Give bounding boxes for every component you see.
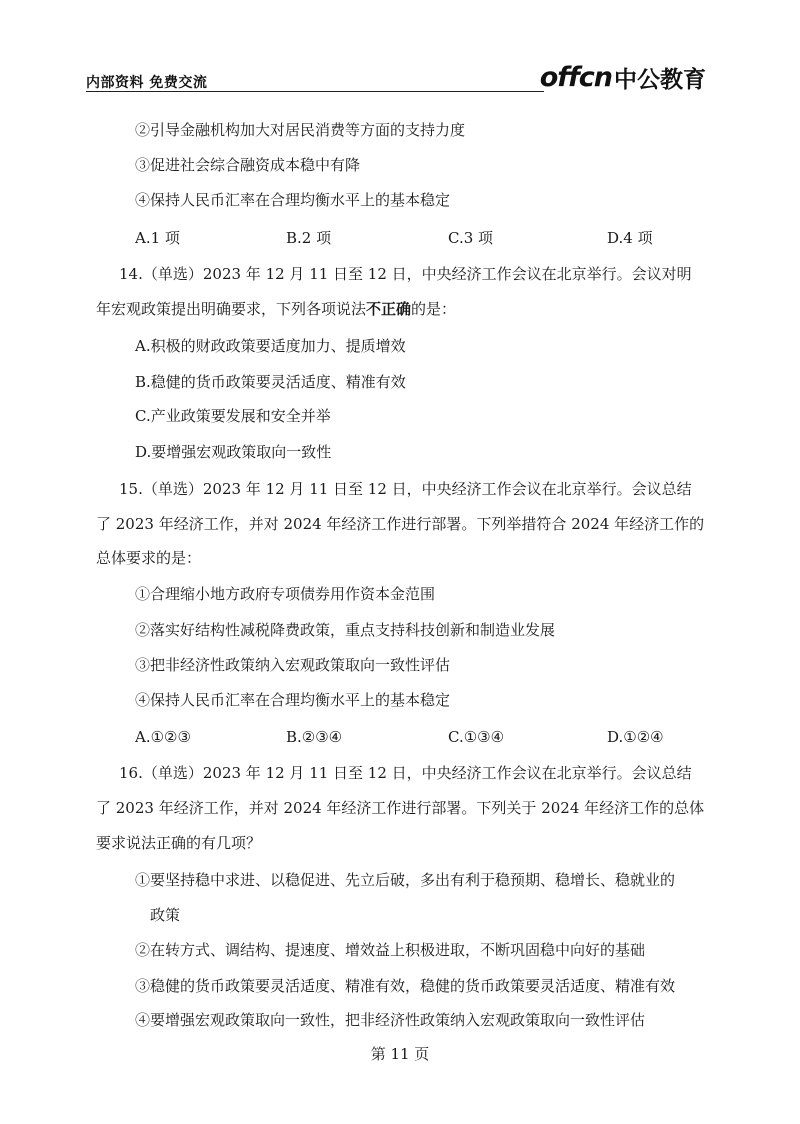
q15-stem-line-3: 总体要求的是： (96, 549, 202, 567)
q13-option-b: B.2 项 (286, 229, 332, 247)
q14-option-a: A.积极的财政政策要适度加力、提质增效 (135, 337, 406, 355)
page-number: 第 11 页 (370, 1045, 430, 1063)
q16-statement-1-cont: 政策 (150, 906, 181, 924)
q15-option-c: C.①③④ (448, 728, 505, 746)
header-label: 内部资料 免费交流 (86, 75, 208, 91)
q16-statement-3: ③稳健的货币政策要灵活适度、精准有效，稳健的货币政策要灵活适度、精准有效 (135, 977, 676, 995)
q15-options (135, 727, 695, 747)
q15-option-d: D.①②④ (607, 728, 664, 746)
q16-stem-line-1: 16.（单选）2023 年 12 月 11 日至 12 日，中央经济工作会议在北京举行。会议总结 (119, 764, 692, 782)
q14-option-d: D.要增强宏观政策取向一致性 (135, 443, 332, 461)
q16-stem-line-2: 了 2023 年经济工作，并对 2024 年经济工作进行部署。下列关于 2024 年经济工作的总体 (96, 799, 705, 817)
q15-option-b: B.②③④ (286, 728, 343, 746)
offcn-logo (540, 60, 706, 94)
q15-stem-line-1: 15.（单选）2023 年 12 月 11 日至 12 日，中央经济工作会议在北京举行。会议总结 (119, 480, 692, 498)
q14-stem-line-2 (96, 299, 456, 319)
q14-option-c: C.产业政策要发展和安全并举 (135, 407, 331, 425)
q13-statement-4: ④保持人民币汇率在合理均衡水平上的基本稳定 (135, 191, 451, 209)
q16-stem-line-3: 要求说法正确的有几项？ (96, 834, 262, 852)
q13-statement-3: ③促进社会综合融资成本稳中有降 (135, 156, 361, 174)
q16-statement-1: ①要坚持稳中求进、以稳促进、先立后破，多出有利于稳预期、稳增长、稳就业的 (135, 871, 676, 889)
q14-stem-line-1: 14.（单选）2023 年 12 月 11 日至 12 日，中央经济工作会议在北京举行。会议对明 (119, 265, 692, 283)
q15-statement-3: ③把非经济性政策纳入宏观政策取向一致性评估 (135, 656, 451, 674)
q14-stem-end: 的是： (411, 300, 457, 318)
logo-chinese-text: 中公教育 (614, 66, 706, 93)
q15-stem-line-2: 了 2023 年经济工作，并对 2024 年经济工作进行部署。下列举措符合 2024 年经济工作的 (96, 515, 705, 533)
q16-statement-4: ④要增强宏观政策取向一致性，把非经济性政策纳入宏观政策取向一致性评估 (135, 1011, 646, 1029)
q13-option-a: A.1 项 (135, 229, 180, 247)
q14-emphasis: 不正确 (366, 300, 412, 318)
q13-option-c: C.3 项 (448, 229, 494, 247)
q13-statement-2: ②引导金融机构加大对居民消费等方面的支持力度 (135, 121, 466, 139)
q15-statement-4: ④保持人民币汇率在合理均衡水平上的基本稳定 (135, 691, 451, 709)
q13-option-d: D.4 项 (607, 229, 653, 247)
q15-option-a: A.①②③ (135, 728, 191, 746)
header-divider (86, 91, 544, 92)
q14-option-b: B.稳健的货币政策要灵活适度、精准有效 (135, 373, 406, 391)
q13-options (135, 228, 695, 248)
q15-statement-1: ①合理缩小地方政府专项债券用作资本金范围 (135, 585, 436, 603)
q16-statement-2: ②在转方式、调结构、提速度、增效益上积极进取，不断巩固稳中向好的基础 (135, 941, 646, 959)
logo-latin-text: offcn (539, 61, 612, 93)
q15-statement-2: ②落实好结构性减税降费政策，重点支持科技创新和制造业发展 (135, 621, 556, 639)
page-header (86, 62, 706, 96)
q14-stem-text: 年宏观政策提出明确要求，下列各项说法 (96, 300, 367, 318)
